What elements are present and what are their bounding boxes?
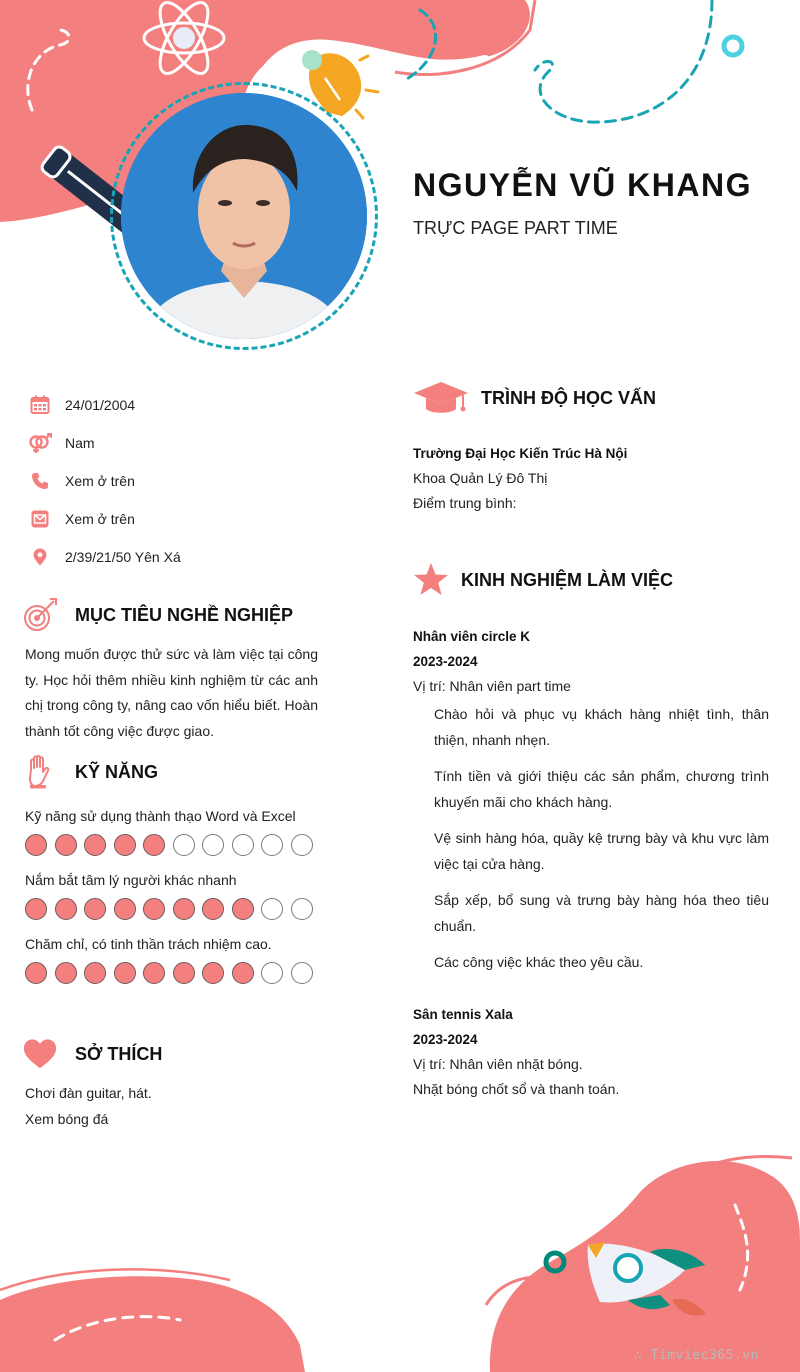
skill-dot-filled <box>173 898 195 920</box>
phone-icon <box>28 470 52 492</box>
skill-dot-empty <box>261 834 283 856</box>
hobbies-list <box>25 1080 152 1132</box>
hobbies-heading <box>22 1036 162 1072</box>
skill-dot-empty <box>291 962 313 984</box>
job-position: Vị trí: Nhân viên nhặt bóng. <box>413 1056 583 1072</box>
star-icon <box>413 562 449 598</box>
education-heading <box>413 378 656 418</box>
email-icon <box>28 508 52 530</box>
objective-title: MỤC TIÊU NGHỀ NGHIỆP <box>75 604 294 625</box>
hand-icon <box>22 754 58 790</box>
skill-dot-filled <box>114 834 136 856</box>
company-name: Sân tennis Xala <box>413 1007 513 1022</box>
education-details <box>413 441 627 516</box>
skill-dot-empty <box>291 898 313 920</box>
experience-heading <box>413 562 673 598</box>
skill-dot-filled <box>55 898 77 920</box>
objective-heading <box>22 597 293 633</box>
faculty-name: Khoa Quản Lý Đô Thị <box>413 470 548 486</box>
contact-address <box>28 538 358 576</box>
heart-icon <box>22 1036 58 1072</box>
skill-dot-filled <box>143 898 165 920</box>
skill-dot-filled <box>84 898 106 920</box>
skill-dot-filled <box>25 834 47 856</box>
job-description: Nhặt bóng chốt sổ và thanh toán. <box>413 1081 620 1097</box>
skill-name: Kỹ năng sử dụng thành thạo Word và Excel <box>25 808 296 824</box>
job-task: Vệ sinh hàng hóa, quầy kệ trưng bày và khu vực làm việc tại cửa hàng. <box>434 830 769 872</box>
skill-dot-empty <box>232 834 254 856</box>
skill-dot-filled <box>84 962 106 984</box>
education-title: TRÌNH ĐỘ HỌC VẤN <box>481 387 656 408</box>
skill-dot-filled <box>114 962 136 984</box>
experience-title: KINH NGHIỆM LÀM VIỆC <box>461 569 674 590</box>
objective-text: Mong muốn được thử sức và làm việc tại công ty. Học hỏi thêm nhiều kinh nghiệm từ các anh chị trong công ty, nâng cao vốn hiểu biết. Hoàn thành tốt công việc được giao. <box>25 646 318 739</box>
birthday-text: 24/01/2004 <box>65 397 136 413</box>
skill-rating <box>25 834 325 856</box>
skills-title: KỸ NĂNG <box>75 761 159 782</box>
job-period: 2023-2024 <box>413 1032 478 1047</box>
job-task: Sắp xếp, bổ sung và trưng bày hàng hóa theo tiêu chuẩn. <box>434 892 769 934</box>
gender-text: Nam <box>65 435 95 451</box>
school-name: Trường Đại Học Kiến Trúc Hà Nội <box>413 446 628 461</box>
gender-icon <box>28 432 52 454</box>
avatar <box>110 82 378 350</box>
skill-dot-filled <box>143 962 165 984</box>
skill-dot-filled <box>55 962 77 984</box>
location-pin-icon <box>28 546 52 568</box>
bottom-left-blob <box>0 1276 305 1372</box>
skill-dot-filled <box>25 898 47 920</box>
job-task: Các công việc khác theo yêu cầu. <box>434 954 644 970</box>
job-position: Vị trí: Nhân viên part time <box>413 678 571 694</box>
skill-dot-filled <box>84 834 106 856</box>
skill-rating <box>25 962 325 984</box>
skill-dot-empty <box>202 834 224 856</box>
person-silhouette <box>121 93 367 339</box>
phone-text: Xem ở trên <box>65 473 135 489</box>
hobby-item: Chơi đàn guitar, hát. <box>25 1085 152 1101</box>
job-entry <box>413 624 769 985</box>
job-title: TRỰC PAGE PART TIME <box>413 218 618 238</box>
skill-dot-empty <box>261 962 283 984</box>
skill-dot-filled <box>173 962 195 984</box>
job-entry <box>413 1002 769 1102</box>
hobbies-title: SỞ THÍCH <box>75 1043 163 1064</box>
hobby-item: Xem bóng đá <box>25 1111 109 1127</box>
email-text: Xem ở trên <box>65 511 135 527</box>
gpa-label: Điểm trung bình: <box>413 495 517 511</box>
skills-list <box>25 808 325 1000</box>
profile-photo <box>121 93 367 339</box>
skill-name: Chăm chỉ, có tinh thần trách nhiệm cao. <box>25 936 272 952</box>
skill-dot-filled <box>202 962 224 984</box>
contact-birthday <box>28 386 358 424</box>
company-name: Nhân viên circle K <box>413 629 531 644</box>
skill-dot-filled <box>55 834 77 856</box>
target-icon <box>22 597 58 633</box>
calendar-icon <box>28 394 52 416</box>
skill-dot-filled <box>202 898 224 920</box>
skill-dot-filled <box>25 962 47 984</box>
contact-email <box>28 500 358 538</box>
graduation-cap-icon <box>413 378 469 418</box>
job-period: 2023-2024 <box>413 654 478 669</box>
job-task: Chào hỏi và phục vụ khách hàng nhiệt tình, thân thiện, nhanh nhẹn. <box>434 706 769 748</box>
skill-dot-filled <box>114 898 136 920</box>
candidate-name: NGUYỄN VŨ KHANG <box>413 167 752 203</box>
skill-dot-empty <box>291 834 313 856</box>
skill-name: Nắm bắt tâm lý người khác nhanh <box>25 872 237 888</box>
contact-phone <box>28 462 358 500</box>
watermark: ∴ Timviec365.vn <box>634 1348 759 1363</box>
skill-dot-filled <box>232 898 254 920</box>
contact-list <box>28 386 358 576</box>
skill-dot-filled <box>143 834 165 856</box>
skill-dot-empty <box>173 834 195 856</box>
skill-rating <box>25 898 325 920</box>
skills-heading <box>22 754 158 790</box>
skill-dot-filled <box>232 962 254 984</box>
address-text: 2/39/21/50 Yên Xá <box>65 549 181 565</box>
job-task: Tính tiền và giới thiệu các sản phẩm, chương trình khuyến mãi cho khách hàng. <box>434 768 769 810</box>
contact-gender <box>28 424 358 462</box>
skill-dot-empty <box>261 898 283 920</box>
